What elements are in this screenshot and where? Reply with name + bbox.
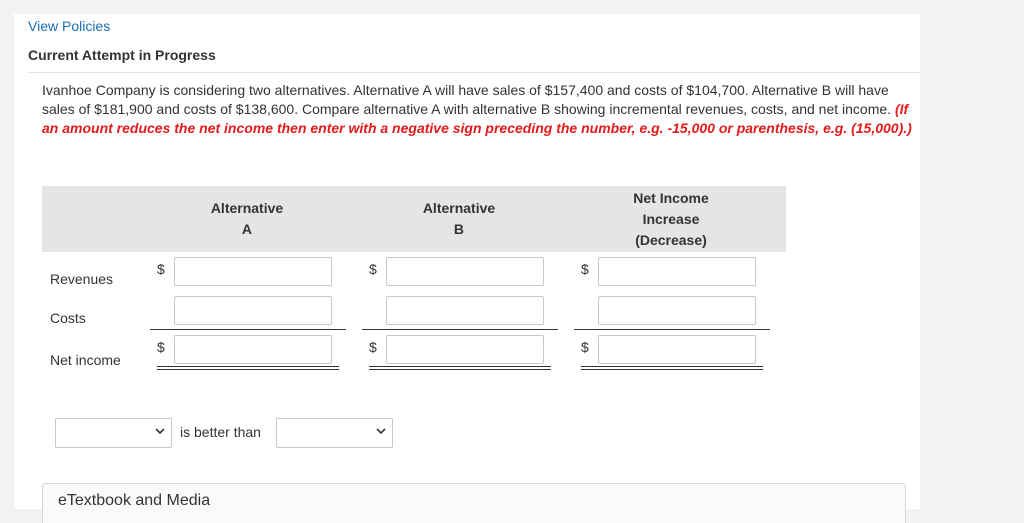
column-header-alternative-b: Alternative B (422, 200, 496, 237)
subtotal-rule (362, 329, 558, 330)
question-body: Ivanhoe Company is considering two alternatives. Alternative A will have sales of $157,400 and costs of $104,700. Alternative B will have sales of $181,900 and costs of $138,600. Compare alternative A with alternative B showing incremental revenues, costs, and net income. (42, 82, 892, 117)
currency-symbol: $ (157, 261, 165, 277)
total-rule (369, 369, 551, 370)
subtotal-rule (150, 329, 346, 330)
row-label-net-income: Net income (50, 352, 121, 368)
attempt-status: Current Attempt in Progress (28, 47, 216, 63)
costs-alternative-b-input[interactable] (386, 296, 544, 325)
chevron-down-icon (376, 426, 386, 436)
currency-symbol: $ (581, 261, 589, 277)
worse-alternative-select[interactable] (276, 418, 393, 448)
currency-symbol: $ (369, 261, 377, 277)
divider (28, 72, 920, 73)
currency-symbol: $ (581, 339, 589, 355)
total-rule (157, 366, 339, 367)
total-rule (369, 366, 551, 367)
view-policies-link[interactable]: View Policies (28, 18, 111, 34)
better-alternative-select[interactable] (55, 418, 172, 448)
revenues-alternative-a-input[interactable] (174, 257, 332, 286)
question-card (14, 14, 920, 509)
subtotal-rule (574, 329, 770, 330)
row-label-revenues: Revenues (50, 271, 114, 287)
etextbook-label: eTextbook and Media (58, 492, 211, 509)
column-header-alternative-a: Alternative A (210, 200, 284, 237)
question-text (42, 81, 912, 138)
comparison-connector: is better than (180, 424, 261, 440)
revenues-alternative-b-input[interactable] (386, 257, 544, 286)
net-income-alternative-a-input[interactable] (174, 335, 332, 364)
total-rule (581, 366, 763, 367)
net-income-change-input[interactable] (598, 335, 756, 364)
question-hint: (If an amount reduces the net income then enter with a negative sign preceding the number, e.g. -15,000 or parenthesis, e.g. (15,000).) (42, 101, 912, 136)
costs-alternative-a-input[interactable] (174, 296, 332, 325)
currency-symbol: $ (369, 339, 377, 355)
table-header (42, 186, 786, 252)
row-label-costs: Costs (50, 310, 86, 326)
chevron-down-icon (155, 426, 165, 436)
total-rule (157, 369, 339, 370)
etextbook-panel[interactable] (42, 483, 906, 523)
net-income-alternative-b-input[interactable] (386, 335, 544, 364)
revenues-net-income-change-input[interactable] (598, 257, 756, 286)
costs-net-income-change-input[interactable] (598, 296, 756, 325)
column-header-net-income: Net Income Increase (Decrease) (633, 189, 709, 248)
currency-symbol: $ (157, 339, 165, 355)
total-rule (581, 369, 763, 370)
